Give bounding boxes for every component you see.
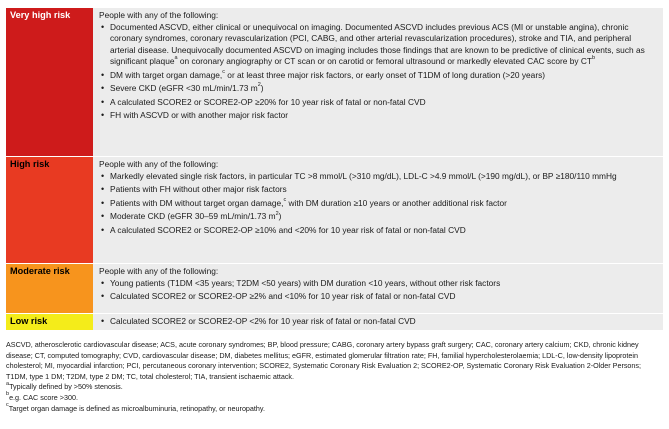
list-item: • Severe CKD (eGFR <30 mL/min/1.73 $m^2$) — [99, 83, 657, 94]
criteria-cell — [93, 314, 663, 330]
criteria-cell — [93, 8, 663, 156]
list-item: • Moderate CKD (eGFR 30–59 mL/min/1.73 $m^2$) — [99, 211, 657, 222]
list-item: • A calculated SCORE2 or SCORE2-OP ≥20% for 10 year risk of fatal or non-fatal CVD — [99, 97, 657, 108]
footnote-c: $^c$Target organ damage is defined as microalbuminuria, retinopathy, or neuropathy. — [6, 402, 265, 413]
footnotes — [6, 340, 663, 414]
category-label: Moderate risk — [6, 264, 93, 313]
row-very-high-risk — [6, 8, 663, 156]
list-item: • A calculated SCORE2 or SCORE2-OP ≥10% and <20% for 10 year risk of fatal or non-fatal CVD — [99, 225, 657, 236]
category-label: Very high risk — [6, 8, 93, 156]
criteria-intro: People with any of the following: — [99, 266, 219, 276]
list-item: • Calculated SCORE2 or SCORE2-OP <2% for 10 year risk of fatal or non-fatal CVD — [99, 316, 657, 327]
list-item: • FH with ASCVD or with another major risk factor — [99, 110, 657, 121]
criteria-intro: People with any of the following: — [99, 159, 219, 169]
footnote-a: $^a$Typically defined by >50% stenosis. — [6, 380, 123, 392]
row-moderate-risk — [6, 264, 663, 313]
list-item: • DM with target organ damage,$^c$ or at least three major risk factors, or early onset of T1DM of long duration (>20 years) — [99, 70, 657, 81]
list-item: • Patients with DM without target organ damage,$^c$ with DM duration ≥10 years or another additional risk factor — [99, 198, 657, 209]
row-high-risk — [6, 157, 663, 263]
abbreviations-note: ASCVD, atherosclerotic cardiovascular disease; ACS, acute coronary syndromes; BP, blood pressure; CABG, coronary artery bypass graft surgery; CAC, coronary artery calcium; CKD, chronic kidney disease; CT, computed tomography; CVD, cardiovascular disease; DM, diabetes mellitus; eGFR, estimated glomerular filtration rate; FH, familial hypercholesterolaemia; LDL-C, low-density lipoprotein cholesterol; MI, myocardial infarction; PCI, percutaneous coronary intervention; SCORE2, Systematic Coronary Risk Evaluation 2; SCORE2-OP, Systematic Coronary Risk Evaluation 2-Older Persons; T1DM, type 1 DM; T2DM, type 2 DM; TC, total cholesterol; TIA, transient ischaemic attack. — [6, 340, 642, 381]
list-item: • Calculated SCORE2 or SCORE2-OP ≥2% and <10% for 10 year risk of fatal or non-fatal CVD — [99, 291, 657, 302]
list-item: • Patients with FH without other major risk factors — [99, 184, 657, 195]
criteria-cell — [93, 264, 663, 313]
list-item: • Young patients (T1DM <35 years; T2DM <50 years) with DM duration <10 years, without other risk factors — [99, 278, 657, 289]
criteria-intro: People with any of the following: — [99, 10, 219, 20]
category-label: High risk — [6, 157, 93, 263]
risk-category-table — [6, 8, 663, 330]
row-low-risk — [6, 314, 663, 330]
list-item: • Markedly elevated single risk factors, in particular TC >8 mmol/L (>310 mg/dL), LDL-C >4.9 mmol/L (>190 mg/dL), or BP ≥180/110 mmHg — [99, 171, 657, 182]
criteria-cell — [93, 157, 663, 263]
list-item: • Documented ASCVD, either clinical or unequivocal on imaging. Documented ASCVD includes previous ACS (MI or unstable angina), chronic coronary syndromes, coronary revascularization (PCI, CABG, and other arterial revascularization procedures), stroke and TIA, and peripheral arterial disease. Unequivocally documented ASCVD on imaging includes those findings that are known to be predictive of clinical events, such as significant plaque$^a$ on coronary angiography or CT scan or on carotid or femoral ultrasound or markedly elevated CAC score by $CT^b$ — [99, 22, 657, 68]
category-label: Low risk — [6, 314, 93, 330]
footnote-b: $^b$e.g. CAC score >300. — [6, 391, 78, 402]
